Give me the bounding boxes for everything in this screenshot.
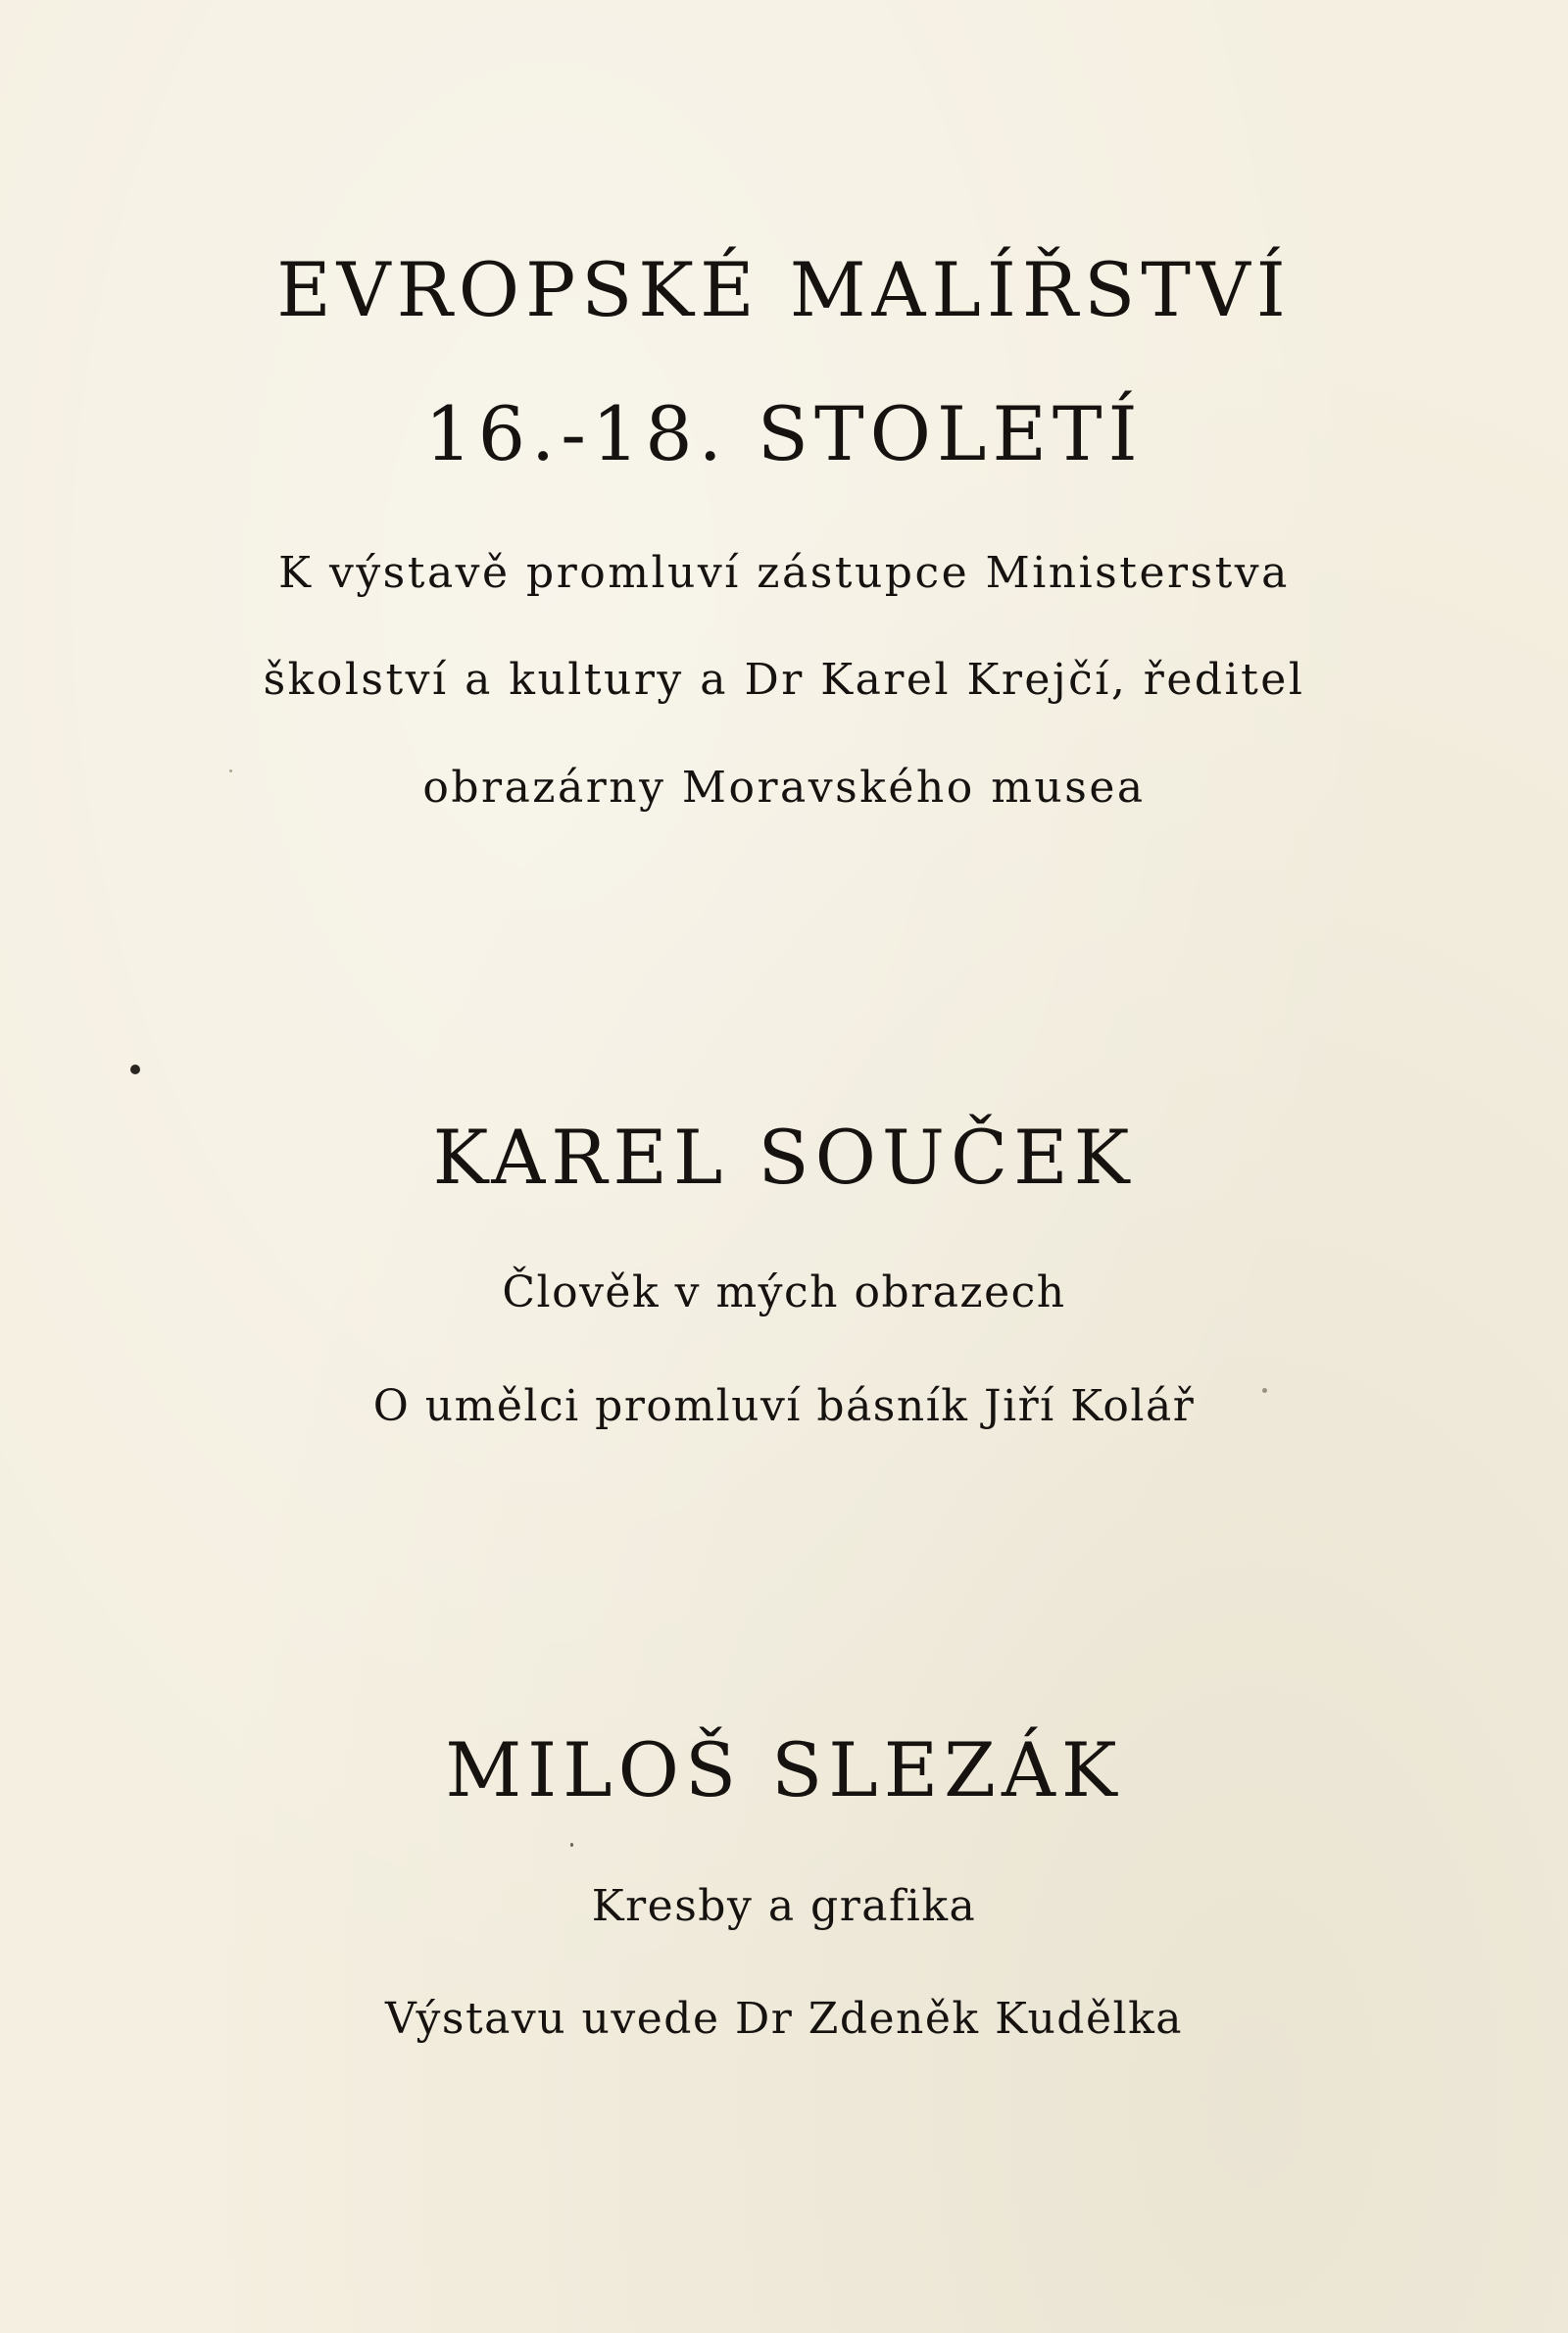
exhibition-title-line1-block [0,246,1568,333]
artist-soucek-title-block [0,1114,1568,1201]
slezak-line-2-block [0,1994,1568,2044]
paper-speck [130,1065,140,1074]
exhibition-title-line2: 16.-18. STOLETÍ [424,390,1144,477]
slezak-speaker-line: Výstavu uvede Dr Zdeněk Kudělka [385,1994,1183,2044]
soucek-speaker-line: O umělci promluví básník Jiří Kolář [372,1381,1196,1431]
soucek-line-1-block [0,1267,1568,1317]
speaker-line-2: školství a kultury a Dr Karel Krejčí, ředitel [263,655,1305,705]
speaker-line-3: obrazárny Moravského musea [422,763,1146,813]
artist-slezak-title-block [0,1726,1568,1813]
exhibition-title-line2-block [0,390,1568,477]
speaker-line-2-block [0,655,1568,705]
soucek-exhibition-name: Člověk v mých obrazech [502,1267,1066,1317]
exhibition-title-line1: EVROPSKÉ MALÍŘSTVÍ [276,246,1292,333]
soucek-line-2-block [0,1381,1568,1431]
paper-speck [1262,1388,1267,1393]
paper-speck [229,769,232,772]
slezak-exhibition-name: Kresby a grafika [591,1881,977,1931]
speaker-line-1: K výstavě promluví zástupce Ministerstva [278,548,1290,598]
paper-speck [570,1843,573,1847]
artist-slezak-title: MILOŠ SLEZÁK [445,1726,1123,1813]
speaker-line-3-block [0,763,1568,813]
speaker-line-1-block [0,548,1568,598]
slezak-line-1-block [0,1881,1568,1931]
artist-soucek-title: KAREL SOUČEK [432,1114,1136,1201]
